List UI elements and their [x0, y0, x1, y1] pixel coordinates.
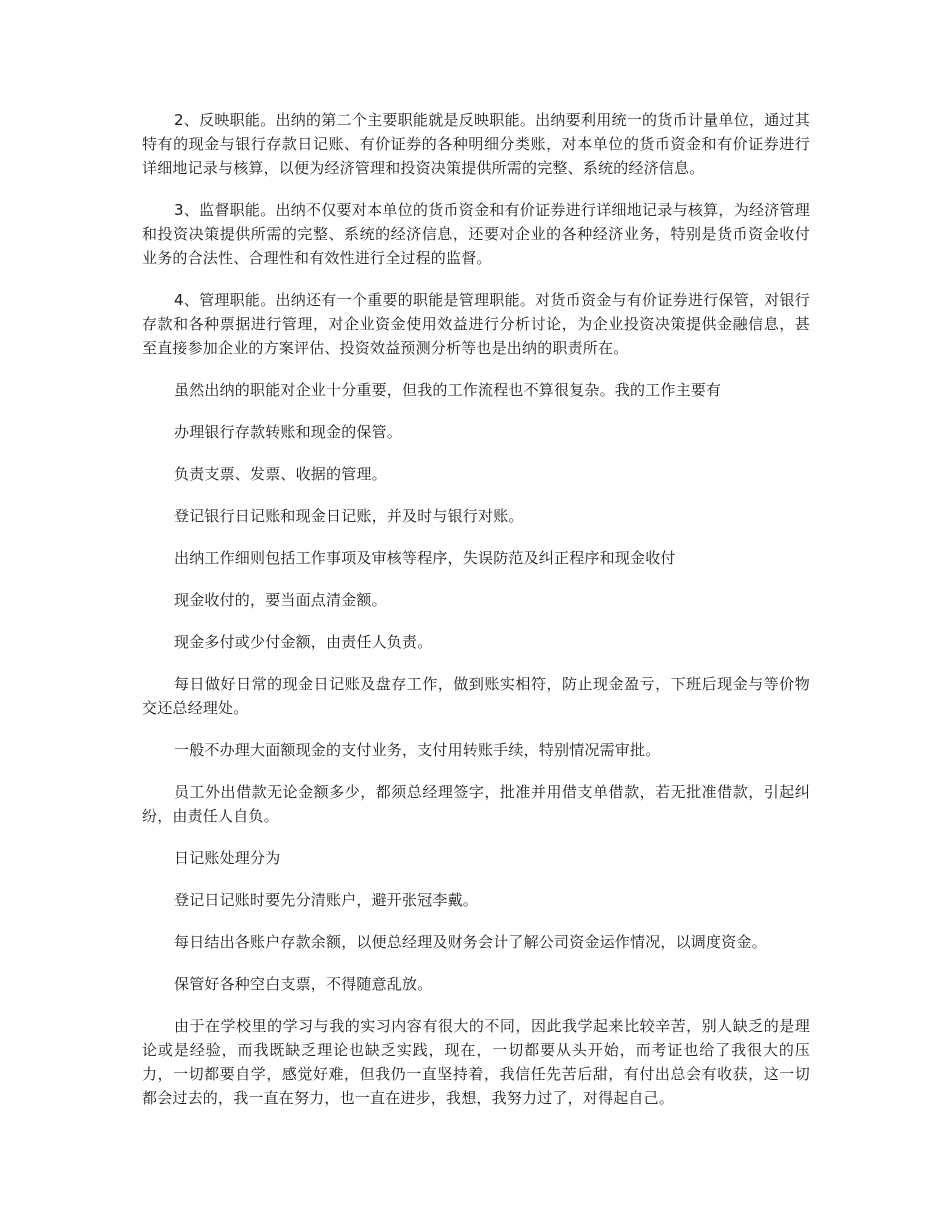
paragraph-task-transfer: 办理银行存款转账和现金的保管。 [174, 423, 403, 441]
paragraph-task-ledger: 登记银行日记账和现金日记账，并及时与银行对账。 [174, 507, 524, 525]
paragraph-ledger-blank-checks: 保管好各种空白支票，不得随意乱放。 [174, 975, 433, 993]
paragraph-rules-intro: 出纳工作细则包括工作事项及审核等程序，失误防范及纠正程序和现金收付 [174, 549, 676, 567]
paragraph-rule-daily-ledger: 每日做好日常的现金日记账及盘存工作，做到账实相符，防止现金盈亏，下班后现金与等价物交还总经理处。 [142, 675, 810, 717]
paragraph-ledger-intro: 日记账处理分为 [174, 849, 281, 867]
paragraph-rule-count-cash: 现金收付的，要当面点清金额。 [174, 591, 387, 609]
paragraph-rule-large-amounts: 一般不办理大面额现金的支付业务，支付用转账手续，特别情况需审批。 [174, 741, 661, 759]
paragraph-supervise-function: 3、监督职能。出纳不仅要对本单位的货币资金和有价证券进行详细地记录与核算，为经济管理和投资决策提供所需的完整、系统的经济信息，还要对企业的各种经济业务，特别是货币资金收付业务的合法性、合理性和有效性进行全过程的监督。 [142, 201, 810, 267]
paragraph-reflect-function: 2、反映职能。出纳的第二个主要职能就是反映职能。出纳要利用统一的货币计量单位，通过其特有的现金与银行存款日记账、有价证券的各种明细分类账，对本单位的货币资金和有价证券进行详细地记录与核算，以便为经济管理和投资决策提供所需的完整、系统的经济信息。 [142, 111, 810, 177]
paragraph-rule-responsibility: 现金多付或少付金额，由责任人负责。 [174, 633, 433, 651]
paragraph-task-checks: 负责支票、发票、收据的管理。 [174, 465, 387, 483]
paragraph-rule-loans: 员工外出借款无论金额多少，都须总经理签字，批准并用借支单借款，若无批准借款，引起纠纷，由责任人自负。 [142, 783, 810, 825]
paragraph-reflection: 由于在学校里的学习与我的实习内容有很大的不同，因此我学起来比较辛苦，别人缺乏的是理论或是经验，而我既缺乏理论也缺乏实践，现在，一切都要从头开始，而考证也给了我很大的压力，一切都要自学，感觉好难，但我仍一直坚持着，我信任先苦后甜，有付出总会有收获，这一切都会过去的，我一直在努力，也一直在进步，我想，我努力过了，对得起自己。 [142, 1017, 810, 1107]
paragraph-ledger-balances: 每日结出各账户存款余额，以便总经理及财务会计了解公司资金运作情况，以调度资金。 [174, 933, 767, 951]
paragraph-work-intro: 虽然出纳的职能对企业十分重要，但我的工作流程也不算很复杂。我的工作主要有 [174, 381, 722, 399]
paragraph-manage-function: 4、管理职能。出纳还有一个重要的职能是管理职能。对货币资金与有价证券进行保管，对银行存款和各种票据进行管理，对企业资金使用效益进行分析讨论，为企业投资决策提供金融信息，甚至直接参加企业的方案评估、投资效益预测分析等也是出纳的职责所在。 [142, 291, 810, 357]
document-body [142, 108, 810, 1128]
paragraph-ledger-accounts: 登记日记账时要先分清账户，避开张冠李戴。 [174, 891, 479, 909]
